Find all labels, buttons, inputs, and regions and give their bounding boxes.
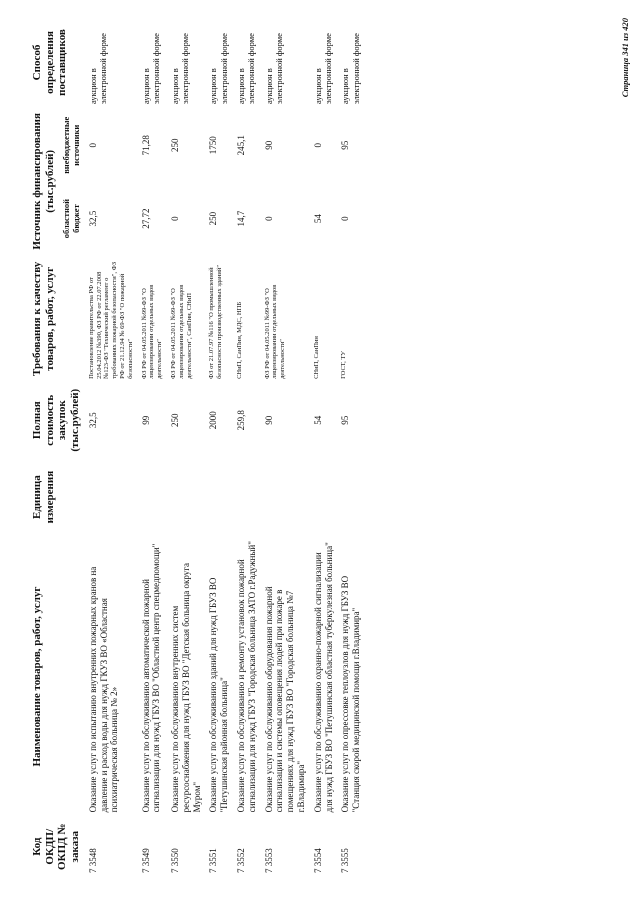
row-name: Оказание услуг по опрессовке теплоузлов для нужд ГБУЗ ВО "Станция скорой медицинской помощи г.Владимира" — [340, 575, 362, 813]
row-extra: 0 — [312, 142, 323, 148]
row-name: Оказание услуг по испытанию внутренних пожарных кранов на давление и расход воды для нужд ГКУЗ ВО «Областная психиатрическая больница № 2» — [87, 566, 120, 813]
row-method: аукцион в электронной форме — [263, 33, 284, 104]
header-row — [28, 17, 59, 877]
row-extra: 71,28 — [140, 135, 151, 156]
row-code: 7 3552 — [235, 848, 246, 873]
row-name: Оказание услуг по обслуживанию зданий для нужд ГБУЗ ВО "Петушинская районная больница" — [208, 577, 230, 813]
row-unit — [205, 458, 233, 537]
row-code: 7 3550 — [169, 848, 180, 873]
row-name: Оказание услуг по обслуживанию охранно-пожарной сигнализации для нужд ГБУЗ ВО "Петушинская областная туберкулезная больница" — [312, 542, 334, 813]
table-row — [233, 17, 261, 877]
row-method: аукцион в электронной форме — [169, 33, 191, 104]
row-requirements: СНиП, СанПин, МДС, НПБ — [235, 301, 243, 379]
row-unit — [261, 458, 310, 537]
header-extra-budget: внебюджетные источники — [61, 116, 82, 174]
table-row — [261, 17, 310, 877]
row-extra: 250 — [169, 138, 180, 152]
row-unit — [167, 458, 205, 537]
row-requirements: ГОСТ, ТУ — [340, 351, 348, 379]
header-cost: Полная стоимость закупок (тыс.рублей) — [31, 388, 81, 452]
row-regional: 54 — [312, 214, 323, 224]
row-requirements: ФЗ РФ от 04.05.2011 №99-ФЗ "О лицензировании отдельных видов деятельности", СанПин, СНиП — [169, 284, 193, 379]
header-method: Способ определения поставщиков — [31, 29, 69, 96]
row-unit — [337, 458, 365, 537]
table-row — [337, 17, 365, 877]
row-method: аукцион в электронной форме — [87, 33, 108, 104]
row-code: 7 3548 — [87, 848, 98, 873]
row-code: 7 3555 — [340, 848, 351, 873]
row-extra: 1750 — [208, 136, 219, 155]
row-cost: 95 — [340, 415, 351, 425]
row-requirements: ФЗ РФ от 04.05.2011 №99-ФЗ "О лицензировании отдельных видов деятельности" — [263, 284, 287, 379]
row-cost: 99 — [140, 415, 151, 425]
row-code: 7 3551 — [208, 848, 219, 873]
row-regional: 250 — [208, 211, 219, 226]
header-financing: Источник финансирования (тыс.рублей) — [31, 113, 56, 250]
table-row — [167, 17, 205, 877]
row-name: Оказание услуг по обслуживанию автоматической пожарной сигнализации для нужд ГБУЗ ВО "Областной центр спецмедпомощи" — [140, 543, 162, 813]
row-unit — [85, 458, 138, 537]
row-method: аукцион в электронной форме — [140, 33, 161, 104]
row-regional: 0 — [169, 216, 180, 221]
procurement-table — [28, 17, 365, 877]
row-code: 7 3554 — [312, 848, 323, 873]
row-regional: 14,7 — [235, 210, 246, 227]
header-requirements: Требования к качеству товаров, работ, услуг — [31, 261, 56, 376]
row-cost: 250 — [169, 413, 180, 427]
row-cost: 32,5 — [87, 412, 98, 429]
row-extra: 90 — [263, 140, 274, 150]
header-unit: Единица измерения — [31, 470, 56, 524]
row-cost: 54 — [312, 415, 323, 425]
row-name: Оказание услуг по обслуживанию оборудования пожарной сигнализации и системы оповещения людей при пожаре в помещениях для нужд ГБУЗ ВО "Городская больница №7 г.Владимира" — [263, 586, 306, 813]
row-method: аукцион в электронной форме — [340, 33, 361, 104]
row-name: Оказание услуг по обслуживанию внутренних систем ресурсоснабжения для нужд ГБУЗ ВО "Детская больница округа Муром" — [169, 563, 202, 813]
table-row — [205, 17, 233, 877]
row-method: аукцион в электронной форме — [208, 33, 229, 104]
row-regional: 0 — [263, 216, 274, 221]
row-extra: 0 — [87, 142, 98, 148]
header-name: Наименование товаров, работ, услуг — [31, 586, 43, 767]
header-regional-budget: областной бюджет — [61, 198, 82, 239]
row-unit — [310, 458, 338, 537]
table-row — [310, 17, 338, 877]
row-requirements: ФЗ РФ от 04.05.2011 №99-ФЗ "О лицензировании отдельных видов деятельности" — [140, 284, 164, 379]
row-name: Оказание услуг по обслуживанию и ремонту установок пожарной сигнализации для нужд ГБУЗ "Городская больница ЗАТО г.Радужный" — [235, 541, 257, 813]
row-regional: 27,72 — [140, 208, 151, 229]
table-row — [138, 17, 167, 877]
row-method: аукцион в электронной форме — [312, 33, 333, 104]
row-requirements: Постановление правительства РФ от 25.04.2012 №390, ФЗ РФ от 22.07.2008 №123-ФЗ "Технический регламент о требованиях пожарной безопасности", ФЗ РФ от 21.12.94 № 69-ФЗ "О пожарной безопасности" — [87, 261, 134, 379]
row-cost: 90 — [263, 415, 274, 425]
row-regional: 0 — [340, 216, 351, 221]
row-extra: 245,1 — [235, 135, 246, 156]
row-code: 7 3553 — [263, 848, 274, 873]
page-number: Страница 341 из 420 — [620, 18, 630, 98]
row-regional: 32,5 — [87, 210, 98, 227]
row-cost: 2000 — [208, 411, 219, 430]
row-unit — [233, 458, 261, 537]
row-extra: 95 — [340, 140, 351, 150]
row-requirements: СНиП, СанПин — [312, 336, 320, 379]
row-method: аукцион в электронной форме — [235, 33, 257, 104]
row-unit — [138, 458, 167, 537]
row-code: 7 3549 — [140, 848, 151, 873]
row-cost: 259,8 — [235, 410, 246, 431]
row-requirements: ФЗ от 21.07.97 №116 "О промышленной безопасности производственных зданий" — [208, 264, 224, 379]
table-row — [85, 17, 138, 877]
header-code: Код ОКДП/ ОКПД № заказа — [31, 823, 81, 870]
